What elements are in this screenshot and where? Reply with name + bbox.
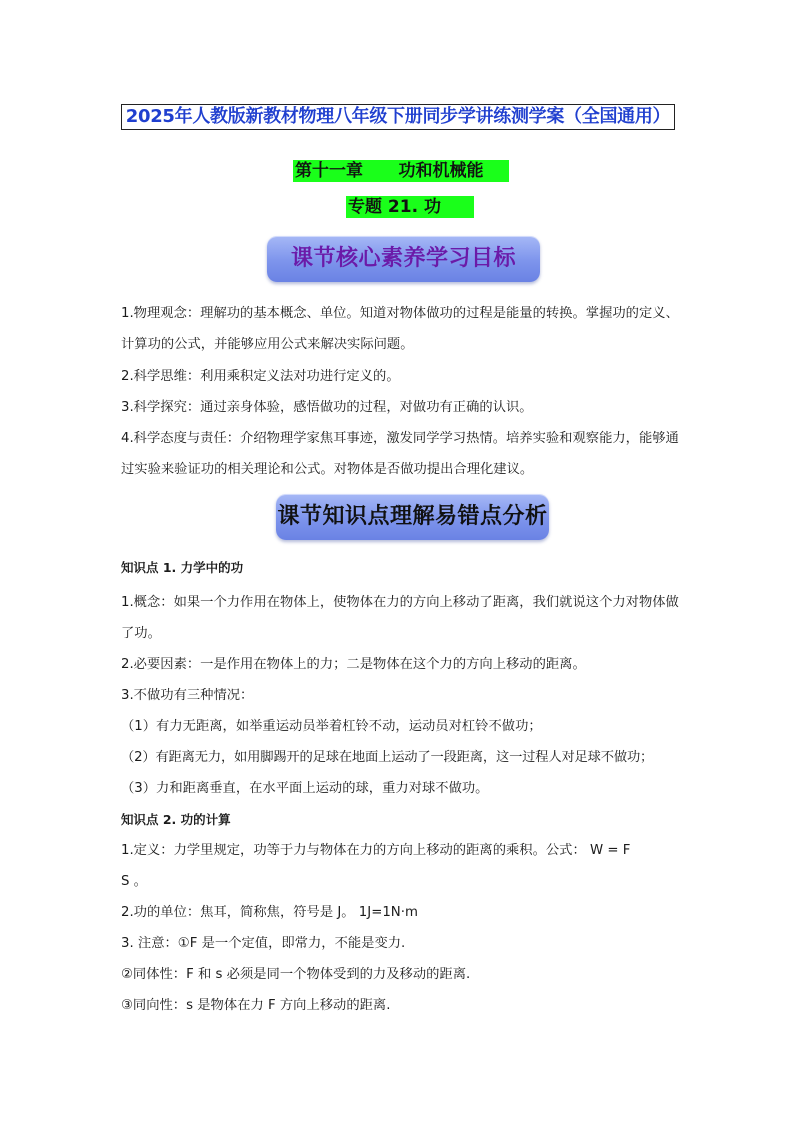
kp1-case-2: （2）有距离无力，如用脚踢开的足球在地面上运动了一段距离，这一过程人对足球不做功；	[121, 750, 654, 765]
kp2-note-2: ②同体性：F 和 s 必须是同一个物体受到的力及移动的距离.	[121, 967, 471, 982]
chapter-heading: 第十一章 功和机械能	[293, 160, 509, 182]
kp1-no-work-intro: 3.不做功有三种情况：	[121, 688, 254, 703]
goal-item-2: 2.科学思维：利用乘积定义法对功进行定义的。	[121, 369, 400, 384]
topic-heading: 专题 21. 功	[346, 196, 474, 218]
kp1-concept: 1.概念：如果一个力作用在物体上，使物体在力的方向上移动了距离，我们就说这个力对物体做了功。	[121, 595, 679, 641]
knowledge-banner: 课节知识点理解易错点分析	[276, 494, 549, 540]
goal-item-1: 1.物理观念：理解功的基本概念、单位。知道对物体做功的过程是能量的转换。掌握功的定义、计算功的公式，并能够应用公式来解决实际问题。	[121, 306, 679, 352]
goal-item-3: 3.科学探究：通过亲身体验，感悟做功的过程，对做功有正确的认识。	[121, 400, 533, 415]
kp2-definition-line-1: 1.定义：力学里规定，功等于力与物体在力的方向上移动的距离的乘积。公式： W = F	[121, 843, 631, 858]
kp1-case-1: （1）有力无距离，如举重运动员举着杠铃不动，运动员对杠铃不做功；	[121, 719, 542, 734]
goals-banner: 课节核心素养学习目标	[267, 236, 540, 282]
kp1-heading: 知识点 1. 力学中的功	[121, 560, 244, 575]
kp2-heading: 知识点 2. 功的计算	[121, 812, 231, 827]
kp1-factors: 2.必要因素：一是作用在物体上的力；二是物体在这个力的方向上移动的距离。	[121, 657, 586, 672]
document-title: 2025年人教版新教材物理八年级下册同步学讲练测学案（全国通用）	[121, 104, 675, 130]
kp2-note-1: 3. 注意：①F 是一个定值，即常力，不能是变力.	[121, 936, 406, 951]
kp2-definition-line-2: S 。	[121, 874, 147, 889]
kp2-unit: 2.功的单位：焦耳，简称焦，符号是 J。 1J=1N·m	[121, 905, 418, 920]
kp2-note-3: ③同向性：s 是物体在力 F 方向上移动的距离.	[121, 998, 391, 1013]
goal-item-4: 4.科学态度与责任：介绍物理学家焦耳事迹，激发同学学习热情。培养实验和观察能力，能够通过实验来验证功的相关理论和公式。对物体是否做功提出合理化建议。	[121, 431, 679, 477]
kp1-case-3: （3）力和距离垂直，在水平面上运动的球，重力对球不做功。	[121, 781, 489, 796]
